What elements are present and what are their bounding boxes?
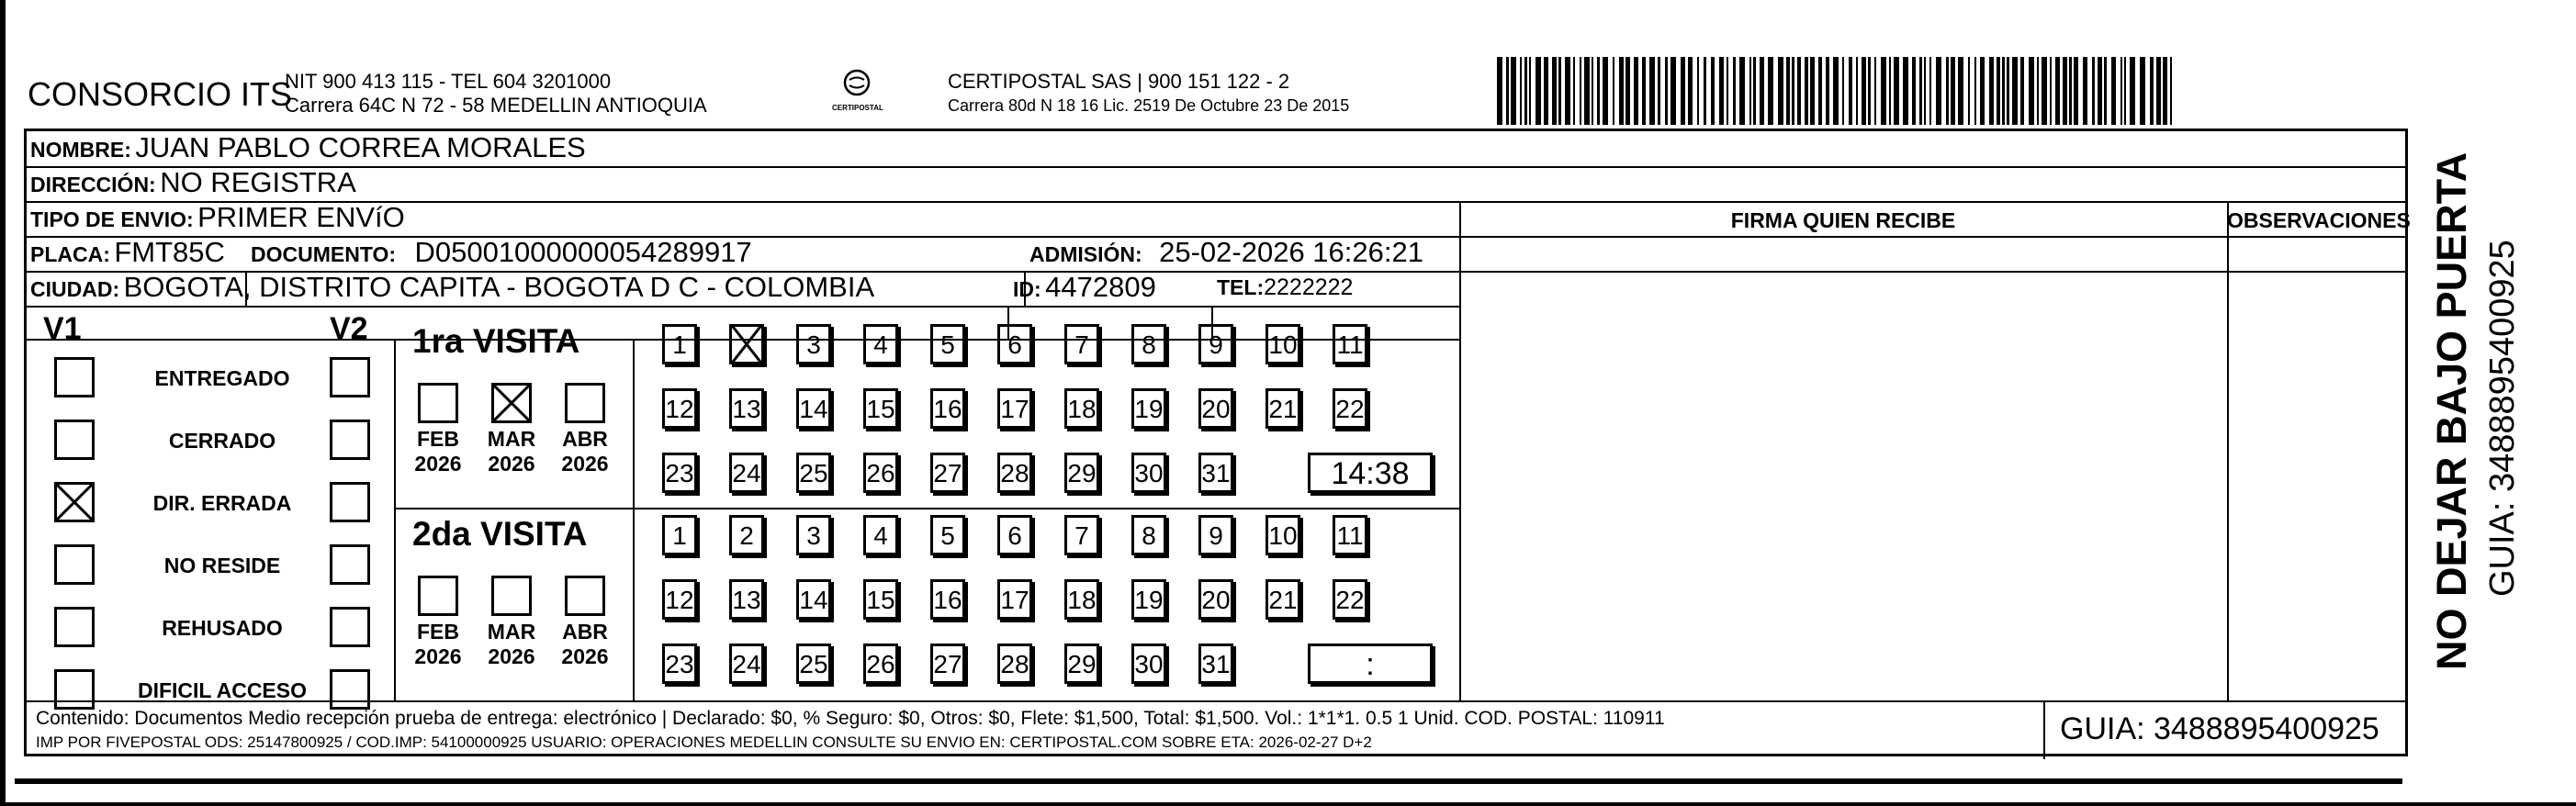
barcode-bar bbox=[2042, 57, 2047, 125]
v2-checkbox[interactable] bbox=[330, 669, 370, 710]
day-box[interactable]: 25 bbox=[796, 453, 831, 493]
bottom-edge bbox=[0, 802, 2576, 806]
ciudad-value: BOGOTA, DISTRITO CAPITA - BOGOTA D C - COLOMBIA bbox=[123, 271, 875, 303]
day-box[interactable]: 23 bbox=[662, 644, 697, 684]
day-box[interactable]: 14 bbox=[796, 388, 831, 429]
barcode-bar bbox=[2124, 57, 2126, 125]
barcode-bar bbox=[1619, 57, 1624, 125]
month-year: 2026 bbox=[488, 452, 535, 476]
month-name: ABR bbox=[562, 620, 608, 644]
day-box[interactable]: 13 bbox=[729, 388, 764, 429]
day-box[interactable]: 23 bbox=[662, 453, 697, 493]
tel-value: 2222222 bbox=[1264, 274, 1354, 300]
barcode-bar bbox=[1697, 57, 1699, 125]
day-box[interactable]: 17 bbox=[997, 388, 1032, 429]
month-name: ABR bbox=[562, 427, 608, 451]
barcode-bar bbox=[1760, 57, 1764, 125]
v2-checkbox[interactable] bbox=[330, 482, 370, 522]
barcode-bar bbox=[1797, 57, 1801, 125]
barcode-bar bbox=[2083, 57, 2087, 125]
day-box[interactable]: 11 bbox=[1333, 515, 1367, 555]
day-box[interactable]: 14 bbox=[796, 579, 831, 620]
day-box[interactable]: 8 bbox=[1131, 324, 1166, 364]
ciudad-row bbox=[30, 271, 874, 304]
barcode-bar bbox=[2050, 57, 2052, 125]
barcode-bar bbox=[2163, 57, 2167, 125]
day-box[interactable]: 27 bbox=[930, 644, 965, 684]
day-box[interactable]: 1 bbox=[662, 515, 697, 555]
barcode-bar bbox=[1951, 57, 1955, 125]
day-box[interactable]: 20 bbox=[1198, 579, 1233, 620]
month-name: FEB bbox=[417, 620, 459, 644]
ciudad-label: CIUDAD: bbox=[30, 277, 120, 301]
month-year: 2026 bbox=[561, 644, 609, 668]
id-row bbox=[1013, 271, 1156, 304]
barcode-bar bbox=[2037, 57, 2039, 125]
day-box[interactable]: 25 bbox=[796, 644, 831, 684]
day-box[interactable]: 11 bbox=[1333, 324, 1367, 364]
barcode-bar bbox=[1753, 57, 1756, 125]
day-box[interactable]: 30 bbox=[1131, 644, 1166, 684]
barcode-bar bbox=[1642, 57, 1646, 125]
nombre-label: NOMBRE: bbox=[30, 138, 131, 162]
month-year: 2026 bbox=[414, 452, 462, 476]
observaciones-header bbox=[2227, 208, 2411, 233]
time-box[interactable]: : bbox=[1308, 644, 1433, 684]
barcode-bar bbox=[2150, 57, 2154, 125]
day-box[interactable]: 21 bbox=[1266, 579, 1300, 620]
barcode-bar bbox=[1929, 57, 1931, 125]
day-box[interactable]: 7 bbox=[1064, 515, 1099, 555]
id-value: 4472809 bbox=[1045, 271, 1156, 303]
carrier-info bbox=[948, 70, 1349, 118]
barcode-bar bbox=[1524, 57, 1527, 125]
placa-row bbox=[30, 236, 225, 269]
day-box[interactable]: 8 bbox=[1131, 515, 1166, 555]
day-box[interactable]: 18 bbox=[1064, 388, 1099, 429]
barcode-bar bbox=[1903, 57, 1908, 125]
barcode-bar bbox=[1727, 57, 1728, 125]
month-year: 2026 bbox=[414, 644, 462, 668]
tipo-value: PRIMER ENVíO bbox=[197, 201, 405, 233]
v1-checkbox[interactable] bbox=[54, 420, 95, 460]
month-checkbox[interactable] bbox=[565, 576, 605, 616]
barcode-bar bbox=[2069, 57, 2072, 125]
reason-label: NO RESIDE bbox=[163, 554, 281, 577]
barcode-bar bbox=[1634, 57, 1638, 125]
month-label bbox=[557, 427, 613, 476]
barcode-bar bbox=[1924, 57, 1926, 125]
day-box[interactable]: 3 bbox=[796, 324, 831, 364]
barcode-bar bbox=[2098, 57, 2102, 125]
v2-checkbox[interactable] bbox=[330, 357, 370, 397]
barcode-bar bbox=[1889, 57, 1891, 125]
barcode-bar bbox=[1739, 57, 1745, 125]
barcode-bar bbox=[1881, 57, 1886, 125]
barcode-bar bbox=[1511, 57, 1516, 125]
month-name: MAR bbox=[487, 620, 536, 644]
barcode-bar bbox=[1849, 57, 1852, 125]
day-box[interactable]: 24 bbox=[729, 644, 764, 684]
barcode-bar bbox=[1733, 57, 1736, 125]
barcode-bar bbox=[1592, 57, 1593, 125]
barcode-bar bbox=[2063, 57, 2067, 125]
barcode-bar bbox=[2156, 57, 2161, 125]
day-box[interactable]: 15 bbox=[863, 579, 898, 620]
day-box[interactable]: 16 bbox=[930, 579, 965, 620]
month-checkbox[interactable] bbox=[491, 383, 532, 423]
left-edge bbox=[0, 0, 6, 806]
day-box[interactable]: 9 bbox=[1198, 324, 1233, 364]
day-box[interactable]: 4 bbox=[863, 515, 898, 555]
day-box[interactable]: 5 bbox=[930, 324, 965, 364]
barcode-bar bbox=[1613, 57, 1614, 125]
admision-row bbox=[1029, 236, 1423, 269]
barcode-bar bbox=[2012, 57, 2018, 125]
barcode-bar bbox=[1749, 57, 1751, 125]
barcode-bar bbox=[1818, 57, 1822, 125]
day-box[interactable]: 19 bbox=[1131, 388, 1166, 429]
second-visit-label: 2da VISITA bbox=[412, 515, 588, 553]
barcode bbox=[1497, 57, 2178, 125]
id-label: ID: bbox=[1013, 277, 1041, 301]
barcode-bar bbox=[1711, 57, 1715, 125]
day-box[interactable]: 28 bbox=[997, 644, 1032, 684]
barcode-bar bbox=[1704, 57, 1706, 125]
barcode-bar bbox=[2120, 57, 2122, 125]
reason-label: CERRADO bbox=[168, 429, 276, 453]
day-box[interactable]: 22 bbox=[1333, 388, 1367, 429]
barcode-bar bbox=[2029, 57, 2034, 125]
day-box[interactable]: 26 bbox=[863, 644, 898, 684]
barcode-bar bbox=[1681, 57, 1685, 125]
month-label bbox=[557, 620, 613, 669]
barcode-bar bbox=[1688, 57, 1693, 125]
barcode-bar bbox=[2002, 57, 2005, 125]
barcode-bar bbox=[1968, 57, 1970, 125]
v1-checkbox[interactable] bbox=[54, 669, 95, 710]
barcode-bar bbox=[1974, 57, 1976, 125]
barcode-bar bbox=[2104, 57, 2107, 125]
v2-label: V2 bbox=[330, 311, 368, 346]
day-box[interactable]: 18 bbox=[1064, 579, 1099, 620]
barcode-bar bbox=[1856, 57, 1858, 125]
bottom-shadow-rule bbox=[15, 778, 2402, 784]
barcode-bar bbox=[1558, 57, 1561, 125]
barcode-bar bbox=[1670, 57, 1676, 125]
delivery-form bbox=[24, 129, 2411, 756]
month-checkbox[interactable] bbox=[418, 383, 458, 423]
barcode-bar bbox=[1580, 57, 1581, 125]
barcode-bar bbox=[1868, 57, 1871, 125]
barcode-bar bbox=[1786, 57, 1790, 125]
barcode-bar bbox=[1719, 57, 1724, 125]
barcode-bar bbox=[1520, 57, 1522, 125]
day-box[interactable]: 31 bbox=[1198, 453, 1233, 493]
placa-label: PLACA: bbox=[30, 242, 110, 266]
barcode-bar bbox=[1826, 57, 1829, 125]
barcode-bar bbox=[1958, 57, 1963, 125]
barcode-bar bbox=[1665, 57, 1668, 125]
month-label bbox=[411, 620, 466, 669]
documento-label: DOCUMENTO: bbox=[251, 242, 397, 266]
direccion-row bbox=[30, 166, 356, 199]
barcode-bar bbox=[1768, 57, 1773, 125]
firma-label: FIRMA QUIEN RECIBE bbox=[1730, 208, 1956, 232]
barcode-bar bbox=[1552, 57, 1557, 125]
observaciones-label: OBSERVACIONES bbox=[2227, 208, 2411, 232]
month-checkbox[interactable] bbox=[491, 576, 532, 616]
day-box[interactable]: 24 bbox=[729, 453, 764, 493]
day-box[interactable]: 17 bbox=[997, 579, 1032, 620]
month-label bbox=[484, 427, 539, 476]
barcode-bar bbox=[1565, 57, 1570, 125]
v1-checkbox[interactable] bbox=[54, 482, 95, 522]
tel-row bbox=[1217, 274, 1353, 301]
day-box[interactable]: 21 bbox=[1266, 388, 1300, 429]
admision-label: ADMISIÓN: bbox=[1029, 242, 1142, 266]
barcode-bar bbox=[1874, 57, 1876, 125]
company-info bbox=[285, 70, 707, 118]
barcode-bar bbox=[1894, 57, 1899, 125]
day-box[interactable]: 10 bbox=[1266, 324, 1300, 364]
barcode-bar bbox=[1842, 57, 1844, 125]
month-checkbox[interactable] bbox=[565, 383, 605, 423]
day-box[interactable]: 12 bbox=[662, 579, 697, 620]
direccion-label: DIRECCIÓN: bbox=[30, 173, 156, 196]
day-box[interactable]: 2 bbox=[729, 515, 764, 555]
barcode-bar bbox=[2055, 57, 2060, 125]
day-box[interactable]: 22 bbox=[1333, 579, 1367, 620]
day-box[interactable]: 5 bbox=[930, 515, 965, 555]
documento-value: D05001000000054289917 bbox=[414, 236, 752, 268]
day-box[interactable]: 4 bbox=[863, 324, 898, 364]
firma-header bbox=[1459, 208, 2227, 233]
barcode-bar bbox=[1805, 57, 1808, 125]
day-box[interactable]: 3 bbox=[796, 515, 831, 555]
barcode-bar bbox=[1535, 57, 1541, 125]
barcode-bar bbox=[2020, 57, 2024, 125]
reason-label: REHUSADO bbox=[162, 616, 283, 640]
first-visit-label: 1ra VISITA bbox=[412, 322, 580, 360]
day-box[interactable]: 27 bbox=[930, 453, 965, 493]
barcode-bar bbox=[1936, 57, 1941, 125]
footer-imp: IMP POR FIVEPOSTAL ODS: 25147800925 / COD.IMP: 54100000925 USUARIO: OPERACIONES MEDELLIN CONSULTE SU ENVIO EN: CERTIPOSTAL.COM SOBRE ETA: 2026-02-27 D+2 bbox=[36, 733, 1372, 751]
v1-checkbox[interactable] bbox=[54, 544, 95, 585]
day-box[interactable]: 6 bbox=[997, 515, 1032, 555]
v2-checkbox[interactable] bbox=[330, 607, 370, 647]
month-label bbox=[484, 620, 539, 669]
admision-value: 25-02-2026 16:26:21 bbox=[1159, 236, 1423, 268]
month-year: 2026 bbox=[561, 452, 609, 476]
barcode-bar bbox=[2074, 57, 2078, 125]
barcode-bar bbox=[1506, 57, 1509, 125]
v1-checkbox[interactable] bbox=[54, 607, 95, 647]
footer-contenido: Contenido: Documentos Medio recepción prueba de entrega: electrónico | Declarado: $0, % Seguro: $0, Otros: $0, Flete: $1,500, Total: $1,500. Vol.: 1*1*1. 0.5 1 Unid. COD. POSTAL: 110911 bbox=[36, 708, 1665, 729]
side-guia: GUIA: 3488895400925 bbox=[2483, 240, 2522, 597]
reason-label: ENTREGADO bbox=[154, 366, 290, 390]
documento-row bbox=[251, 236, 752, 269]
barcode-bar bbox=[1833, 57, 1839, 125]
barcode-bar bbox=[2111, 57, 2116, 125]
v2-checkbox[interactable] bbox=[330, 420, 370, 460]
day-box[interactable]: 29 bbox=[1064, 644, 1099, 684]
barcode-bar bbox=[1989, 57, 1994, 125]
month-label bbox=[411, 427, 466, 476]
reason-label: DIFICIL ACCESO bbox=[137, 678, 307, 702]
barcode-bar bbox=[1573, 57, 1575, 125]
month-name: MAR bbox=[487, 427, 536, 451]
barcode-bar bbox=[2140, 57, 2145, 125]
month-year: 2026 bbox=[488, 644, 535, 668]
tel-label: TEL: bbox=[1217, 275, 1265, 299]
company-name: CONSORCIO ITS bbox=[28, 75, 293, 113]
barcode-bar bbox=[1862, 57, 1866, 125]
day-box[interactable]: 28 bbox=[997, 453, 1032, 493]
footer-guia: GUIA: 3488895400925 bbox=[2060, 711, 2379, 746]
day-box[interactable]: 29 bbox=[1064, 453, 1099, 493]
v1-label: V1 bbox=[43, 311, 82, 346]
certipostal-logo bbox=[832, 68, 882, 112]
v2-checkbox[interactable] bbox=[330, 544, 370, 585]
day-box[interactable]: 10 bbox=[1266, 515, 1300, 555]
barcode-bar bbox=[1810, 57, 1815, 125]
day-box[interactable]: 15 bbox=[863, 388, 898, 429]
no-dejar-warning: NO DEJAR BAJO PUERTA bbox=[2428, 151, 2475, 670]
barcode-bar bbox=[1597, 57, 1600, 125]
day-box[interactable]: 12 bbox=[662, 388, 697, 429]
barcode-bar bbox=[2170, 57, 2172, 125]
barcode-bar bbox=[1497, 57, 1502, 125]
barcode-bar bbox=[1544, 57, 1548, 125]
barcode-bar bbox=[1649, 57, 1655, 125]
nombre-row bbox=[30, 131, 586, 164]
barcode-bar bbox=[1912, 57, 1916, 125]
day-box[interactable]: 30 bbox=[1131, 453, 1166, 493]
day-box[interactable]: 20 bbox=[1198, 388, 1233, 429]
placa-value: FMT85C bbox=[114, 236, 225, 268]
day-box[interactable]: 19 bbox=[1131, 579, 1166, 620]
barcode-bar bbox=[1625, 57, 1630, 125]
barcode-bar bbox=[1792, 57, 1794, 125]
day-box[interactable]: 1 bbox=[662, 324, 697, 364]
barcode-bar bbox=[1529, 57, 1531, 125]
reason-label: DIR. ERRADA bbox=[152, 491, 292, 515]
direccion-value: NO REGISTRA bbox=[160, 166, 356, 198]
company-address: Carrera 64C N 72 - 58 MEDELLIN ANTIOQUIA bbox=[285, 94, 707, 117]
day-box[interactable]: 31 bbox=[1198, 644, 1233, 684]
barcode-bar bbox=[2007, 57, 2009, 125]
barcode-bar bbox=[1778, 57, 1783, 125]
barcode-bar bbox=[2092, 57, 2095, 125]
month-checkbox[interactable] bbox=[418, 576, 458, 616]
day-box[interactable]: 6 bbox=[997, 324, 1032, 364]
tipo-row bbox=[30, 201, 405, 234]
day-box[interactable]: 13 bbox=[729, 579, 764, 620]
nombre-value: JUAN PABLO CORREA MORALES bbox=[135, 131, 586, 163]
barcode-bar bbox=[1980, 57, 1985, 125]
barcode-bar bbox=[1603, 57, 1608, 125]
month-name: FEB bbox=[417, 427, 459, 451]
barcode-bar bbox=[1919, 57, 1922, 125]
barcode-bar bbox=[1997, 57, 2000, 125]
barcode-bar bbox=[1946, 57, 1949, 125]
logo-text: CERTIPOSTAL bbox=[832, 104, 883, 112]
carrier-name: CERTIPOSTAL SAS | 900 151 122 - 2 bbox=[948, 70, 1290, 93]
v1-checkbox[interactable] bbox=[54, 357, 95, 397]
time-box[interactable]: 14:38 bbox=[1308, 453, 1433, 493]
day-box[interactable]: 26 bbox=[863, 453, 898, 493]
tipo-label: TIPO DE ENVIO: bbox=[30, 207, 194, 231]
day-box[interactable] bbox=[729, 324, 764, 364]
carrier-license: Carrera 80d N 18 16 Lic. 2519 De Octubre 23 De 2015 bbox=[948, 96, 1350, 115]
barcode-bar bbox=[1658, 57, 1660, 125]
day-box[interactable]: 7 bbox=[1064, 324, 1099, 364]
day-box[interactable]: 16 bbox=[930, 388, 965, 429]
certipostal-emblem-icon bbox=[838, 68, 875, 99]
barcode-bar bbox=[2130, 57, 2135, 125]
day-box[interactable]: 9 bbox=[1198, 515, 1233, 555]
company-nit: NIT 900 413 115 - TEL 604 3201000 bbox=[285, 70, 612, 93]
barcode-bar bbox=[1584, 57, 1590, 125]
